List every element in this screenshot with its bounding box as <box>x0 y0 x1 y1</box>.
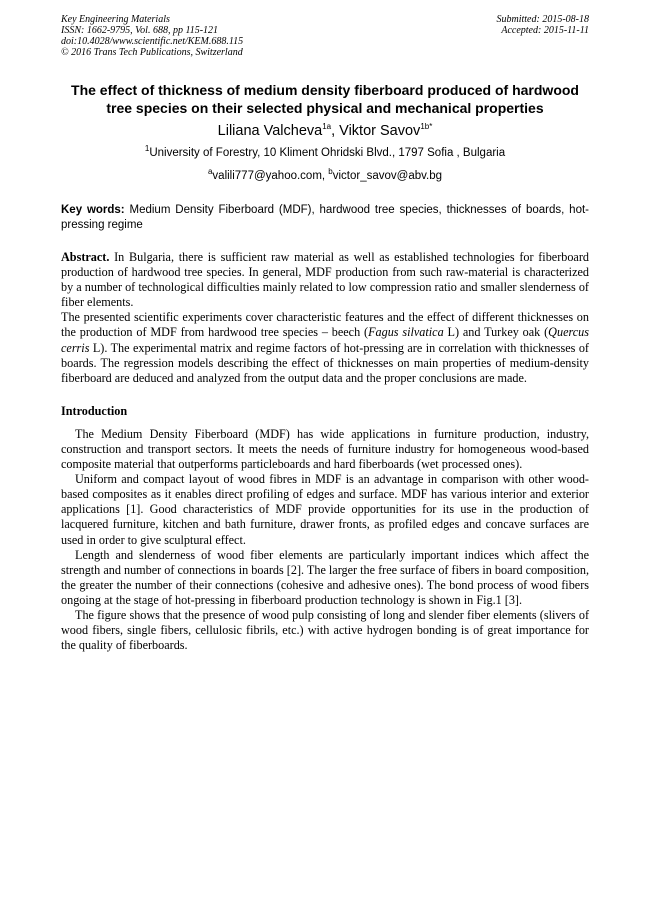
abstract-p1 <box>61 250 589 310</box>
dates <box>497 14 590 58</box>
introduction <box>61 427 589 653</box>
author-1: Liliana Valcheva <box>217 123 323 139</box>
email-a-sup: a <box>207 167 213 177</box>
abstract-p2-c: L). The experimental matrix and regime factors of hot-pressing are in correlation with thicknesses of boards. The regression models describing the effect of thicknesses on main properties of medium-density fiberboard are deduced and analyzed from the output data and the proper conclusions are made. <box>61 340 589 385</box>
doi: doi:10.4028/www.scientific.net/KEM.688.115 <box>61 36 244 47</box>
email-b: victor_savov@abv.bg <box>332 170 443 182</box>
abstract-p2-a: The presented scientific experiments cover characteristic features and the effect of different thicknesses on the production of MDF from hardwood tree species – beech ( <box>61 310 589 340</box>
paper-title: The effect of thickness of medium density fiberboard produced of hardwood tree species on their selected physical and mechanical properties <box>71 82 579 116</box>
keywords-text: Medium Density Fiberboard (MDF), hardwood tree species, thicknesses of boards, hot-pressing regime <box>61 204 589 231</box>
issn: ISSN: 1662-9795, Vol. 688, pp 115-121 <box>61 25 219 36</box>
abstract-p2 <box>61 310 589 385</box>
affiliation-sup: 1 <box>144 144 150 154</box>
submitted-date: Submitted: 2015-08-18 <box>496 14 589 25</box>
keywords-label: Key words: <box>61 204 125 216</box>
email-b-sup: b <box>328 167 333 177</box>
keywords <box>61 203 589 233</box>
author-1-sup: 1a <box>322 122 332 132</box>
affiliation-text: University of Forestry, 10 Kliment Ohridski Blvd., 1797 Sofia , Bulgaria <box>149 147 506 159</box>
species-oak: Quercus cerris <box>61 325 590 355</box>
abstract <box>61 250 589 386</box>
intro-p1: The Medium Density Fiberboard (MDF) has wide applications in furniture production, industry, construction and transport sectors. It meets the needs of furniture industry for homogeneous wood-based composite material that outperforms particleboards and hard fiberboards (wet processed ones). <box>61 426 589 472</box>
journal-name: Key Engineering Materials <box>61 14 170 25</box>
author-2: Viktor Savov <box>339 123 421 139</box>
author-2-sup: 1b* <box>420 122 433 132</box>
intro-p2: Uniform and compact layout of wood fibres in MDF is an advantage in comparison with other wood-based composites as it enables direct profiling of edges and surface. MDF has various interior and exterior applications [1]. Good characteristics of MDF provide opportunities for its use in the production of lacquered furniture, kitchen and bath furniture, drawer fronts, as profiled edges and concave surfaces are used in order to give sculptural effect. <box>61 472 589 547</box>
emails <box>61 169 589 184</box>
email-a: valili777@yahoo.com, <box>212 170 329 182</box>
journal-header <box>61 14 589 58</box>
affiliation <box>61 146 589 161</box>
intro-p3: Length and slenderness of wood fiber elements are particularly important indices which affect the strength and number of connections in boards [2]. The larger the free surface of fibers in board composition, the greater the number of their connections (cohesive and adhesive ones). The bond process of wood fibers ongoing at the stage of hot-pressing in fiberboard production technology is shown in Fig.1 [3]. <box>61 547 589 607</box>
author-separator: , <box>331 123 340 139</box>
journal-info <box>61 14 243 58</box>
abstract-p2-b: L) and Turkey oak ( <box>443 325 549 340</box>
abstract-p1-text: In Bulgaria, there is sufficient raw material as well as established technologies for fiberboard production of hardwood tree species. In general, MDF production from such raw-material is characterized by a number of technological difficulties mainly related to low compression ratio and smaller slenderness of fiber elements. <box>61 250 589 310</box>
species-beech: Fagus silvatica <box>368 325 444 340</box>
authors <box>61 121 589 141</box>
introduction-heading: Introduction <box>61 403 128 418</box>
accepted-date: Accepted: 2015-11-11 <box>501 25 589 36</box>
copyright: © 2016 Trans Tech Publications, Switzerland <box>61 47 243 58</box>
paper-page <box>61 14 589 653</box>
intro-p4: The figure shows that the presence of wood pulp consisting of long and slender fiber elements (slivers of wood fibers, single fibers, cellulosic fibrils, etc.) with active hydrogen bonding is of great importance for the quality of fiberboards. <box>61 607 589 653</box>
abstract-label: Abstract. <box>61 250 110 264</box>
